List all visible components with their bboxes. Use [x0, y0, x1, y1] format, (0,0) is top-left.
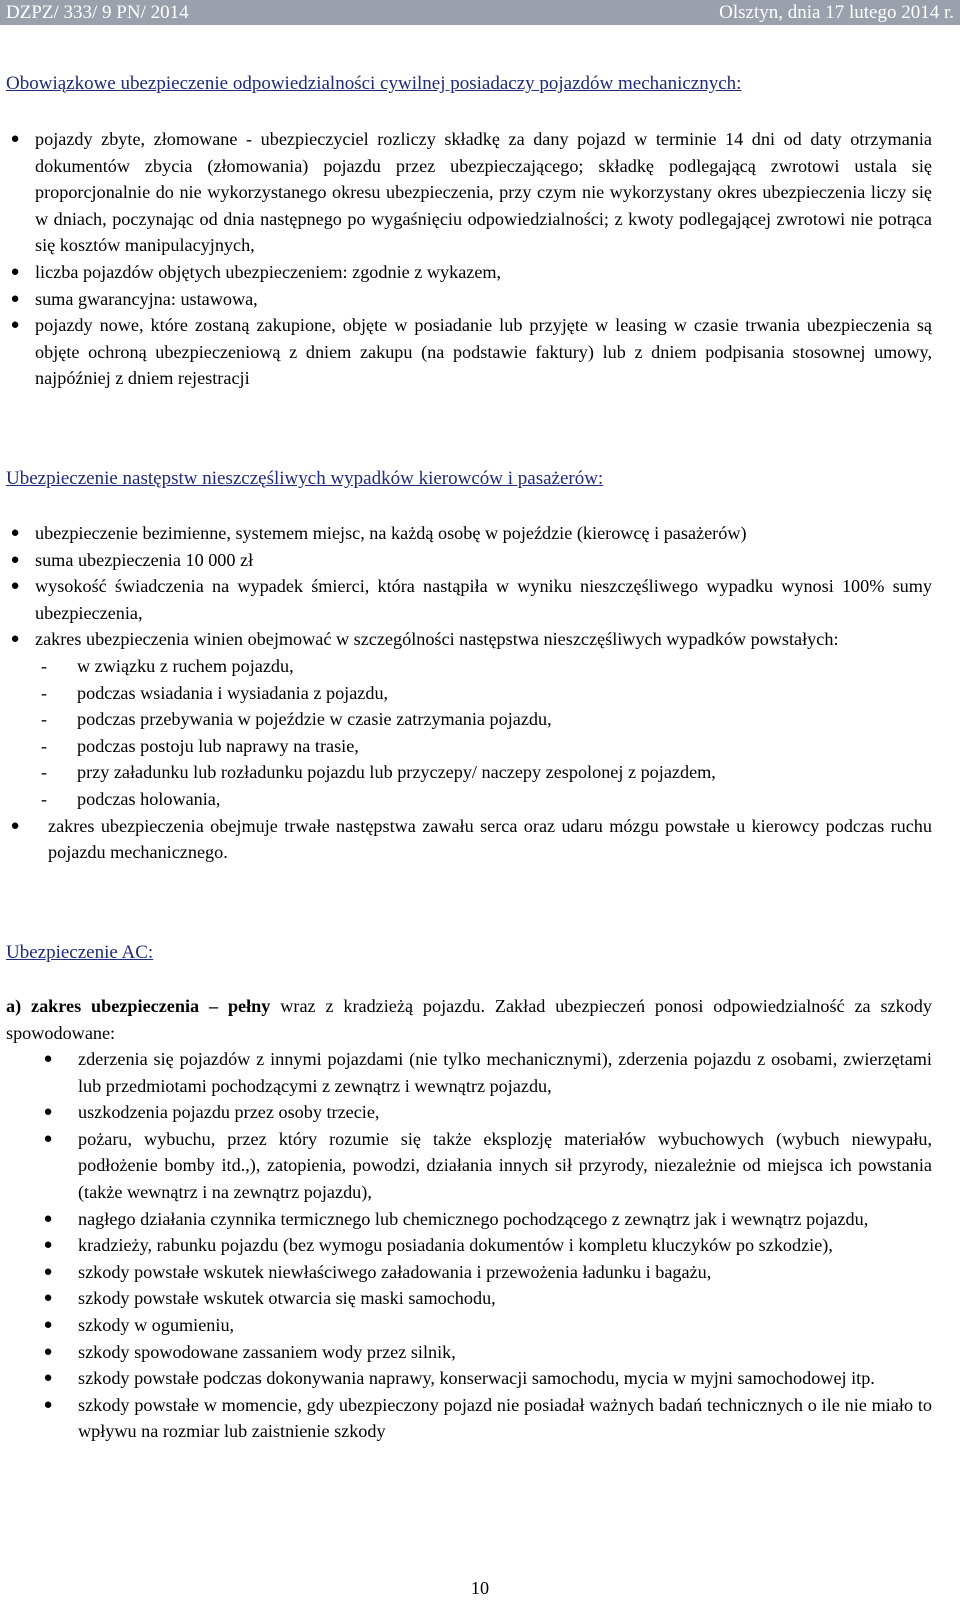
section-heading-oc: Obowiązkowe ubezpieczenie odpowiedzialności cywilnej posiadaczy pojazdów mechanicznych: [6, 73, 742, 94]
list-item-text: nagłego działania czynnika termicznego lub chemicznego pochodzącego z zewnątrz jak i wewnątrz pojazdu, [78, 1208, 869, 1229]
dash-item-text: podczas holowania, [77, 788, 221, 809]
list-item [6, 126, 932, 259]
list-item [6, 1206, 932, 1233]
list-item [6, 573, 932, 626]
bullet-icon: ● [10, 525, 20, 541]
bullet-icon: ● [43, 1104, 53, 1121]
list-item-text: szkody powstałe wskutek otwarcia się maski samochodu, [78, 1288, 496, 1309]
list-item [6, 1392, 932, 1445]
place-date: Olsztyn, dnia 17 lutego 2014 r. [719, 2, 954, 23]
page-number: 10 [470, 1578, 490, 1598]
dash-item [6, 786, 932, 813]
header-bar [0, 0, 960, 25]
list-item-text: suma ubezpieczenia 10 000 zł [35, 549, 254, 570]
dash-item [6, 733, 932, 760]
list-item-text: ubezpieczenie bezimienne, systemem miejsc, na każdą osobę w pojeździe (kierowcę i pasażerów) [35, 523, 747, 543]
list-item-text: szkody w ogumieniu, [78, 1314, 235, 1335]
bullet-icon: ● [43, 1130, 53, 1147]
list-item [6, 1046, 932, 1099]
dash-marker: - [41, 762, 48, 783]
bullet-icon: ● [10, 131, 20, 147]
ac-intro [6, 993, 932, 1046]
list-item-text: wysokość świadczenia na wypadek śmierci, która nastąpiła w wyniku nieszczęśliwego wypadku wynosi 100% sumy ubezpieczenia, [35, 576, 932, 623]
bullet-icon: ● [43, 1263, 53, 1280]
ac-scope-label: a) zakres ubezpieczenia – pełny [6, 996, 271, 1016]
list-item [6, 547, 932, 574]
dash-item-text: w związku z ruchem pojazdu, [77, 655, 294, 676]
dash-item [6, 759, 932, 786]
list-item [6, 1312, 932, 1339]
bullet-icon: ● [10, 578, 20, 595]
dash-marker: - [41, 709, 48, 730]
list-item [6, 1339, 932, 1366]
bullet-icon: ● [43, 1290, 53, 1307]
list-item [6, 1126, 932, 1206]
list-item [6, 312, 932, 392]
list-item-text: szkody powstałe w momencie, gdy ubezpieczony pojazd nie posiadał ważnych badań technicznych o ile nie miało to wpływu na rozmiar lub zaistnienie szkody [78, 1394, 932, 1442]
bullet-icon: ● [10, 631, 20, 648]
list-item [6, 1232, 932, 1259]
bullet-icon: ● [10, 317, 20, 334]
list-item [6, 1259, 932, 1286]
list-item [6, 813, 932, 866]
bullet-icon: ● [10, 551, 20, 568]
list-item-text: suma gwarancyjna: ustawowa, [35, 288, 258, 309]
dash-item-text: podczas przebywania w pojeździe w czasie zatrzymania pojazdu, [77, 709, 552, 730]
dash-marker: - [41, 682, 48, 703]
bullet-icon: ● [10, 263, 20, 280]
list-item-text: zderzenia się pojazdów z innymi pojazdami (nie tylko mechanicznymi), zderzenia pojazdu z osobami, zwierzętami lub przedmiotami pochodzącymi z zewnątrz i wewnątrz pojazdu, [78, 1049, 932, 1096]
oc-list [6, 126, 932, 392]
list-item-text: szkody powstałe podczas dokonywania naprawy, konserwacji samochodu, mycia w myjni samochodowej itp. [78, 1368, 875, 1389]
dash-item [6, 680, 932, 707]
dash-item-text: podczas postoju lub naprawy na trasie, [77, 735, 359, 756]
list-item-text: pożaru, wybuchu, przez który rozumie się także eksplozję materiałów wybuchowych (wybuch niewypału, podłożenie bomby itd.,), zatopienia, powodzi, działania innych sił przyrody, niezależnie od miejsca ich powstania (także wewnątrz i na zewnątrz pojazdu), [78, 1128, 932, 1202]
ac-intro-text: wraz z kradzieżą pojazdu. Zakład ubezpieczeń ponosi odpowiedzialność za szkody spowodowane: [6, 996, 932, 1043]
list-item [6, 1285, 932, 1312]
dash-item-text: przy załadunku lub rozładunku pojazdu lub przyczepy/ naczepy zespolonej z pojazdem, [77, 762, 716, 783]
list-item-text: pojazdy zbyte, złomowane - ubezpieczyciel rozliczy składkę za dany pojazd w terminie 14 dni od daty otrzymania dokumentów zbycia (złomowania) pojazdu przez ubezpieczającego; składkę podlegającą zwrotowi ustala się proporcjonalnie do nie wykorzystanego okresu ubezpieczenia, przy czym nie wykorzystany okres ubezpieczenia liczy się w dniach, poczynając od dnia następnego po wygaśnięciu odpowiedzialności; z kwoty podlegającej zwrotowi nie potrąca się kosztów manipulacyjnych, [35, 129, 932, 256]
bullet-icon: ● [43, 1237, 53, 1254]
list-item-text: uszkodzenia pojazdu przez osoby trzecie, [78, 1102, 380, 1123]
list-item [6, 520, 932, 547]
dash-item [6, 653, 932, 680]
dash-marker: - [41, 655, 48, 676]
dash-marker: - [41, 735, 48, 756]
dash-marker: - [41, 788, 48, 809]
bullet-icon: ● [43, 1396, 53, 1413]
dash-item [6, 706, 932, 733]
list-item-text: zakres ubezpieczenia obejmuje trwałe następstwa zawału serca oraz udaru mózgu powstałe u kierowcy podczas ruchu pojazdu mechanicznego. [48, 815, 932, 863]
list-item-text: pojazdy nowe, które zostaną zakupione, objęte w posiadanie lub przyjęte w leasing w czasie trwania ubezpieczenia są objęte ochroną ubezpieczeniową z dniem zakupu (na podstawie faktury) lub z dniem podpisania stosownej umowy, najpóźniej z dniem rejestracji [35, 315, 932, 389]
list-item-text: szkody spowodowane zassaniem wody przez silnik, [78, 1341, 456, 1362]
list-item-text: liczba pojazdów objętych ubezpieczeniem: zgodnie z wykazem, [35, 261, 502, 282]
bullet-icon: ● [43, 1343, 53, 1360]
list-item [6, 286, 932, 313]
bullet-icon: ● [43, 1370, 53, 1387]
document-reference: DZPZ/ 333/ 9 PN/ 2014 [6, 2, 189, 23]
bullet-icon: ● [43, 1051, 53, 1067]
list-item-text: zakres ubezpieczenia winien obejmować w szczególności następstwa nieszczęśliwych wypadków powstałych: [35, 629, 839, 650]
section-heading-nnw: Ubezpieczenie następstw nieszczęśliwych wypadków kierowców i pasażerów: [6, 468, 604, 489]
list-item [6, 626, 932, 653]
dash-item-text: podczas wsiadania i wysiadania z pojazdu, [77, 682, 389, 703]
ac-list [6, 1046, 932, 1445]
section-heading-ac: Ubezpieczenie AC: [6, 942, 154, 963]
bullet-icon: ● [10, 290, 20, 307]
nnw-list [6, 520, 932, 866]
list-item [6, 1099, 932, 1126]
list-item [6, 259, 932, 286]
bullet-icon: ● [43, 1210, 53, 1227]
bullet-icon: ● [43, 1316, 53, 1333]
list-item-text: szkody powstałe wskutek niewłaściwego załadowania i przewożenia ładunku i bagażu, [78, 1261, 712, 1282]
ac-intro-paragraph [6, 993, 932, 1046]
bullet-icon: ● [10, 817, 20, 834]
list-item-text: kradzieży, rabunku pojazdu (bez wymogu posiadania dokumentów i kompletu kluczyków po szkodzie), [78, 1235, 833, 1256]
list-item [6, 1365, 932, 1392]
